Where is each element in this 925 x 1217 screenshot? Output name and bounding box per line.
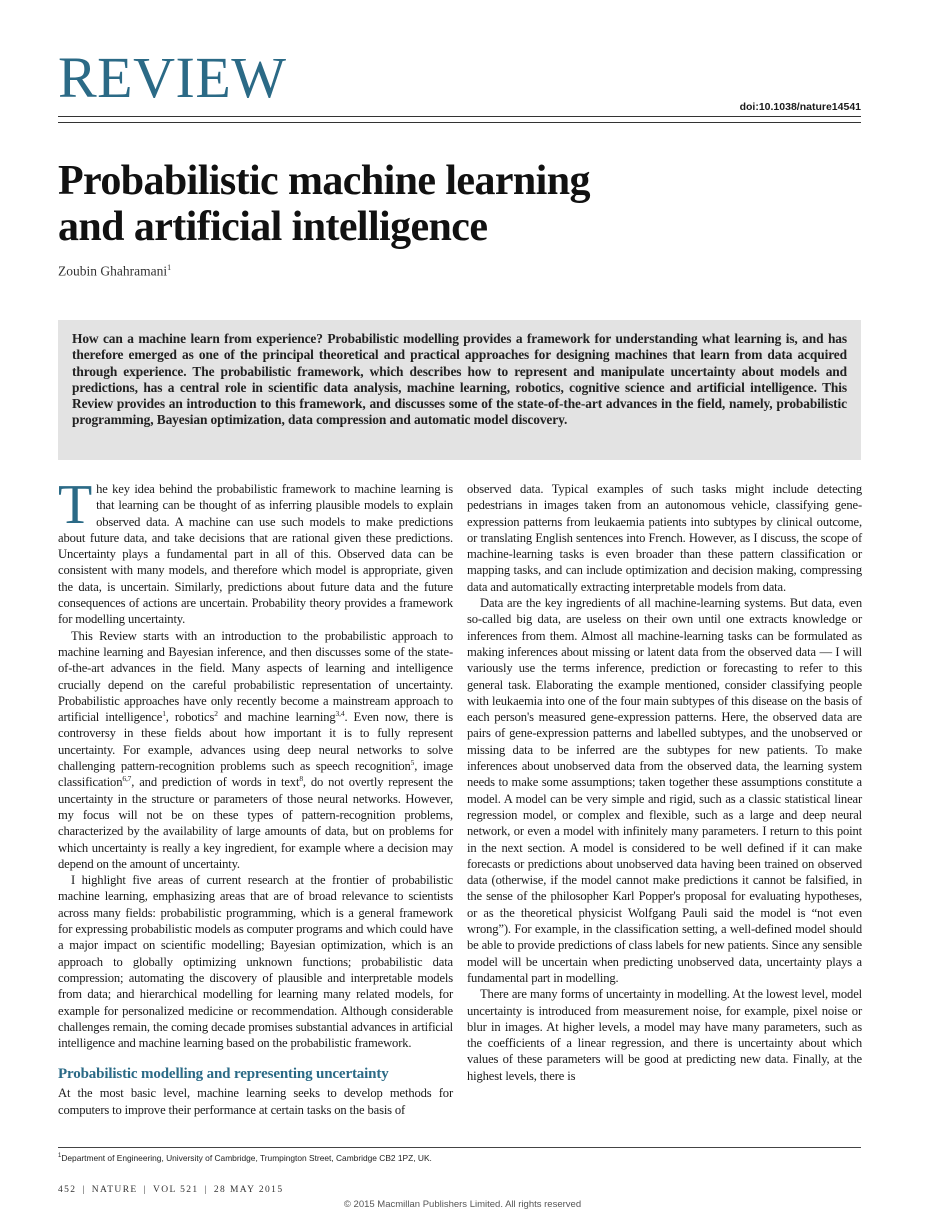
footnote-rule xyxy=(58,1147,861,1148)
volume: VOL 521 xyxy=(152,1185,199,1195)
affiliation-footnote xyxy=(58,1153,432,1163)
citation-ref[interactable]: 2 xyxy=(214,708,218,718)
copyright: © 2015 Macmillan Publishers Limited. All rights reserved xyxy=(343,1199,582,1210)
right-column xyxy=(467,481,862,1084)
title-line-2: and artificial intelligence xyxy=(58,204,488,250)
page-footer: 452 | NATURE | VOL 521 | 28 MAY 2015 xyxy=(58,1185,284,1195)
paragraph-text: , image classification xyxy=(58,759,453,790)
author-name: Zoubin Ghahramani xyxy=(58,263,168,279)
paragraph: At the most basic level, machine learning seeks to develop methods for computers to improve their performance at certain tasks on the basis of xyxy=(58,1086,453,1117)
drop-cap: T xyxy=(58,474,93,536)
citation-ref[interactable]: 8 xyxy=(299,774,303,784)
citation-ref[interactable]: 1 xyxy=(162,708,166,718)
paragraph xyxy=(58,628,453,872)
section-label: REVIEW xyxy=(58,45,287,110)
section-heading: Probabilistic modelling and representing uncertainty xyxy=(58,1066,389,1083)
page-number: 452 xyxy=(58,1185,77,1195)
citation-ref[interactable]: 6,7 xyxy=(122,774,132,784)
title-line-1: Probabilistic machine learning xyxy=(58,158,590,204)
journal-name: NATURE xyxy=(91,1185,138,1195)
paragraph-text: and machine learning xyxy=(217,710,336,725)
footnote-text: Department of Engineering, University of Cambridge, Trumpington Street, Cambridge CB2 1PZ, UK. xyxy=(61,1153,432,1163)
paragraph: observed data. Typical examples of such tasks might include detecting pedestrians in images taken from an autonomous vehicle, classifying gene-expression patterns from leukaemia patients into subtypes by clinical outcome, or translating English sentences into French. However, as I discuss, the scope of machine-learning tasks is even broader than these pattern classification or mapping tasks, and can include optimization and decision making, compressing data and automatically extracting interpretable models from data. xyxy=(467,482,862,594)
paragraph-text: This Review starts with an introduction to the probabilistic approach to machine learning and Bayesian inference, and then discusses some of the state-of-the-art advances in the field. Many aspects of learning and intelligence crucially depend on the careful probabilistic representation of uncertainty. Probabilistic approaches have only recently become a mainstream approach to artificial intelligence xyxy=(58,628,453,725)
author-affiliation-mark[interactable]: 1 xyxy=(167,263,172,272)
citation-ref[interactable]: 3,4 xyxy=(335,708,345,718)
paragraph-text: , and prediction of words in text xyxy=(131,775,300,790)
author xyxy=(58,263,171,280)
paragraph: There are many forms of uncertainty in modelling. At the lowest level, model uncertainty is introduced from measurement noise, for example, pixel noise or blur in images. At higher levels, a model may have many parameters, such as the coefficients of a linear regression, and there is uncertainty about which values of these parameters will be good at predicting new data. Finally, at the highest levels, there is xyxy=(467,987,862,1083)
paragraph: Data are the key ingredients of all machine-learning systems. But data, even so-called big data, are useless on their own until one extracts knowledge or inferences from them. Almost all machine-learning tasks can be formulated as making inferences about missing or latent data from the observed data — I will variously use the terms inference, prediction or forecasting to refer to this general task. Elaborating the example mentioned, consider classifying people with leukaemia into one of the four main subtypes of this disease on the basis of each person's measured gene-expression patterns. Here, the observed data are pairs of gene-expression patterns and labelled subtypes, and the unobserved or missing data to be inferred are the subtypes for new patients. To make inferences about unobserved data from the observed data, the learning system needs to make some assumptions; taken together these assumptions constitute a model. A model can be very simple and rigid, such as a classic statistical linear regression model, or complex and flexible, such as a large and deep neural network, or even a model with infinitely many parameters. I return to this point in the next section. A model is considered to be well defined if it can make forecasts or predictions about unobserved data having been trained on observed data (otherwise, if the model cannot make predictions it cannot be falsified, in the sense of the philosopher Karl Popper's proposal for evaluating hypotheses, or as the theoretical physicist Wolfgang Pauli said the model is “not even wrong”). For example, in the classification setting, a well-defined model should be able to provide predictions of class labels for new patients. Since any sensible model will be uncertain when predicting unobserved data, uncertainty plays a fundamental part in modelling. xyxy=(467,596,862,985)
paragraph-text: , do not overtly represent the uncertainty in the structure or parameters of those neural networks. However, my focus will not be on these types of pattern-recognition problems, characterized by the availability of large amounts of data, but on problems for which uncertainty is really a key ingredient, for example where a decision may depend on the amount of uncertainty. xyxy=(58,775,453,871)
abstract: How can a machine learn from experience? Probabilistic modelling provides a framework for understanding what learning is, and has therefore emerged as one of the principal theoretical and practical approaches for designing machines that learn from data acquired through experience. The probabilistic framework, which describes how to represent and manipulate uncertainty about models and predictions, has a central role in scientific data analysis, machine learning, robotics, cognitive science and artificial intelligence. This Review provides an introduction to this framework, and discusses some of the state-of-the-art advances in the field, namely, probabilistic programming, Bayesian optimization, data compression and automatic model discovery. xyxy=(58,320,861,460)
paragraph xyxy=(58,474,453,628)
paragraph-text: . Even now, there is controversy in these fields about how important it is to fully represent uncertainty. For example, advances using deep neural networks to solve challenging pattern-recognition problems such as speech recognition xyxy=(58,710,453,774)
header-rule xyxy=(58,116,861,123)
footnote-mark: 1 xyxy=(58,1153,62,1160)
doi[interactable]: doi:10.1038/nature14541 xyxy=(739,101,861,113)
paragraph-text: he key idea behind the probabilistic framework to machine learning is that learning can be thought of as inferring plausible models to explain observed data. A machine can use such models to make predictions about future data, and take decisions that are rational given these predictions. Uncertainty plays a fundamental part in all of this. Observed data can be consistent with many models, and therefore which model is appropriate, given the data, is uncertain. Similarly, predictions about future data and the future consequences of actions are uncertain. Probability theory provides a framework for modelling uncertainty. xyxy=(58,482,453,627)
citation-ref[interactable]: 5 xyxy=(410,757,415,767)
article-title xyxy=(58,158,778,250)
paragraph-text: , robotics xyxy=(165,710,215,725)
left-column xyxy=(58,474,453,1118)
issue-date: 28 MAY 2015 xyxy=(213,1185,284,1195)
paragraph: I highlight five areas of current research at the frontier of probabilistic machine learning, emphasizing areas that are of broad relevance to scientists across many fields: probabilistic programming, which is a general framework for expressing probabilistic models as computer programs and which could have a major impact on scientific modelling; Bayesian optimization, which is an approach to globally optimizing unknown functions; probabilistic data compression; automating the discovery of plausible and interpretable models from data; and hierarchical modelling for learning many related models, for example for personalized medicine or recommendation. Although considerable challenges remain, the coming decade promises substantial advances in artificial intelligence and machine learning based on the probabilistic framework. xyxy=(58,873,453,1051)
